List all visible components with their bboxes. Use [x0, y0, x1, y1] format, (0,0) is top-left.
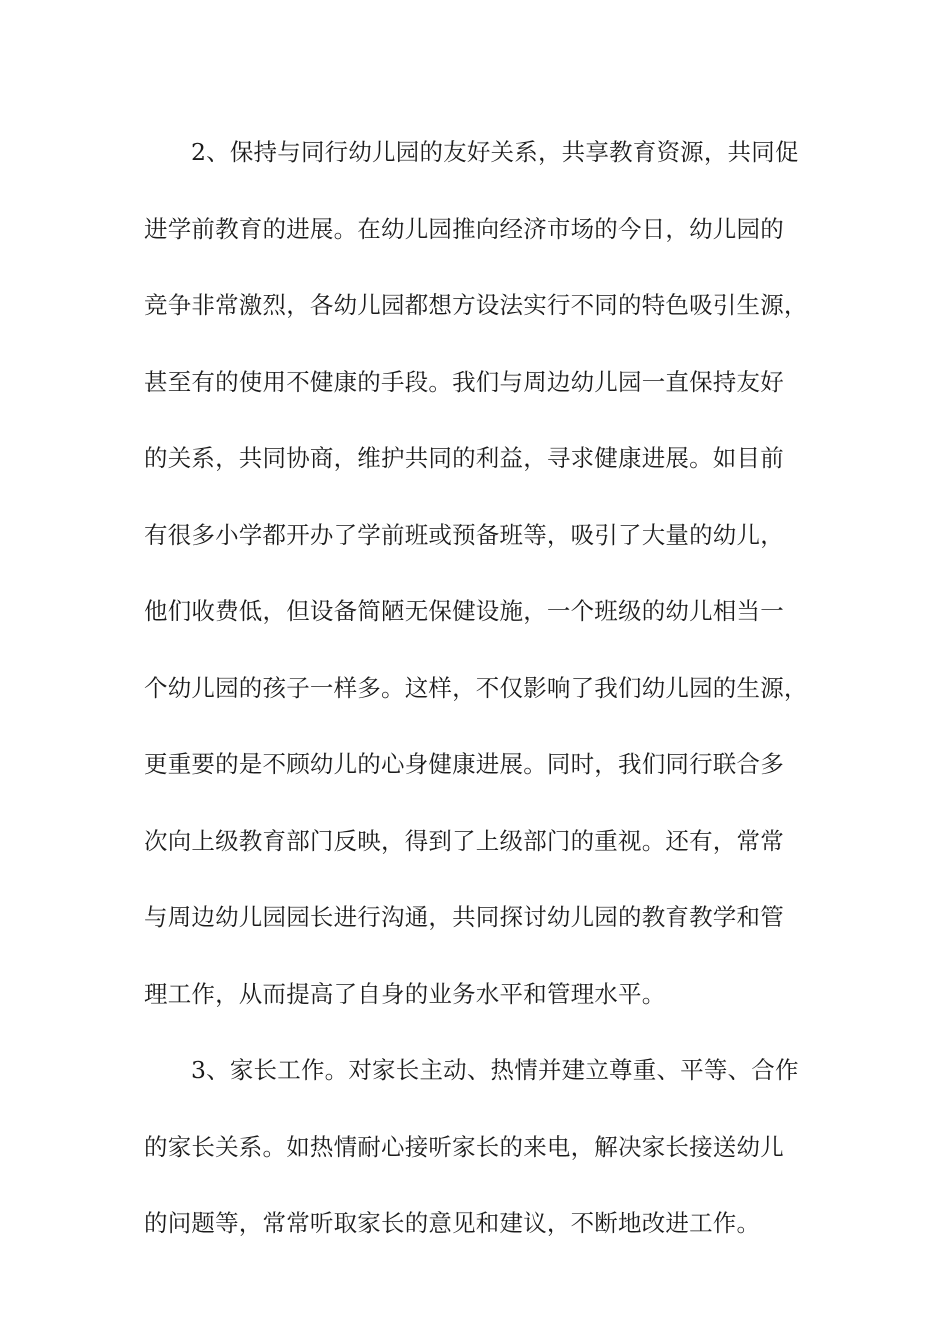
document-body — [144, 132, 809, 1280]
paragraph-2-line-12: 理工作，从而提高了自身的业务水平和管理水平。 — [144, 979, 666, 1008]
paragraph-2-line-2: 进学前教育的进展。在幼儿园推向经济市场的今日，幼儿园的 — [144, 214, 784, 243]
paragraph-2-line-11: 与周边幼儿园园长进行沟通，共同探讨幼儿园的教育教学和管 — [144, 903, 784, 931]
paragraph-3-line-1: 3、家长工作。对家长主动、热情并建立尊重、平等、合作 — [191, 1056, 799, 1084]
paragraph-2-line-10: 次向上级教育部门反映，得到了上级部门的重视。还有，常常 — [144, 826, 784, 855]
paragraph-2-line-5: 的关系，共同协商，维护共同的利益，寻求健康进展。如目前 — [144, 444, 784, 472]
paragraph-3-line-2: 的家长关系。如热情耐心接听家长的来电，解决家长接送幼儿 — [144, 1132, 784, 1161]
paragraph-3-line-3: 的问题等，常常听取家长的意见和建议，不断地改进工作。 — [144, 1209, 761, 1237]
paragraph-2-line-3: 竞争非常激烈，各幼儿园都想方设法实行不同的特色吸引生源， — [144, 291, 808, 319]
paragraph-2-line-1: 2、保持与同行幼儿园的友好关系，共享教育资源，共同促 — [191, 138, 799, 166]
paragraph-2-line-9: 更重要的是不顾幼儿的心身健康进展。同时，我们同行联合多 — [144, 750, 784, 778]
paragraph-2-line-6: 有很多小学都开办了学前班或预备班等，吸引了大量的幼儿， — [144, 520, 784, 549]
paragraph-2-line-8: 个幼儿园的孩子一样多。这样，不仅影响了我们幼儿园的生源， — [144, 673, 808, 702]
paragraph-2-line-4: 甚至有的使用不健康的手段。我们与周边幼儿园一直保持友好 — [144, 367, 784, 396]
paragraph-2-line-7: 他们收费低，但设备简陋无保健设施，一个班级的幼儿相当一 — [144, 597, 784, 625]
